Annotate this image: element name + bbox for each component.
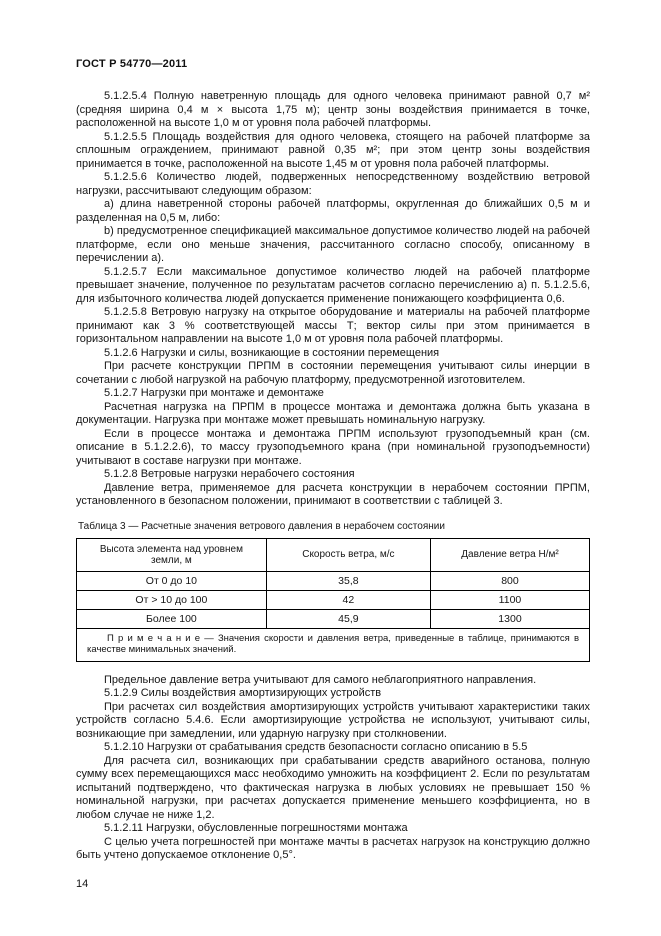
wind-pressure-table bbox=[76, 538, 590, 662]
table-row bbox=[77, 609, 590, 628]
table-cell: Более 100 bbox=[77, 609, 267, 628]
paragraph: 5.1.2.8 Ветровые нагрузки нерабочего состояния bbox=[104, 468, 355, 480]
paragraph: Если в процессе монтажа и демонтажа ПРПМ используют грузоподъемный кран (см. описание в 5.1.2.2.6), то массу грузоподъемного крана (при номинальной грузоподъемности) учитывают в составе нагрузки при монтаже. bbox=[76, 427, 590, 467]
table-row bbox=[77, 590, 590, 609]
table-cell: 45,9 bbox=[266, 609, 430, 628]
table-cell: 800 bbox=[430, 571, 589, 590]
column-header: Давление ветра Н/м² bbox=[430, 538, 589, 571]
paragraph: b) предусмотренное спецификацией максимальное допустимое количество людей на рабочей платформе, если оно меньше значения, рассчитанного согласно способу, описанному в перечислении а). bbox=[76, 225, 590, 264]
paragraph: При расчете конструкции ПРПМ в состоянии перемещения учитывают силы инерции в сочетании с любой нагрузкой на рабочую платформу, предусмотренной изготовителем. bbox=[76, 360, 590, 386]
paragraph: а) длина наветренной стороны рабочей платформы, округленная до ближайших 0,5 м и разделенная на 0,5 м, либо: bbox=[76, 198, 590, 224]
doc-number-header: ГОСТ Р 54770—2011 bbox=[76, 58, 188, 70]
paragraph: 5.1.2.5.4 Полную наветренную площадь для одного человека принимают равной 0,7 м² (средняя ширина 0,4 м × высота 1,75 м); центр зоны воздействия принимается в точке, расположенной на высоте 1,0 м от уровня пола рабочей платформы. bbox=[76, 90, 590, 129]
paragraph: Расчетная нагрузка на ПРПМ в процессе монтажа и демонтажа должна быть указана в документации. Нагрузка при монтаже может превышать номинальную нагрузку. bbox=[76, 400, 590, 426]
table-body bbox=[77, 571, 590, 661]
table-note: П р и м е ч а н и е — Значения скорости и давления ветра, приведенные в таблице, принимаются в качестве минимальных значений. bbox=[77, 628, 590, 661]
paragraph: 5.1.2.5.6 Количество людей, подверженных непосредственному воздействию ветровой нагрузки, рассчитывают следующим образом: bbox=[76, 171, 590, 197]
body-after-table bbox=[76, 674, 590, 863]
table-caption: Таблица 3 — Расчетные значения ветрового давления в нерабочем состоянии bbox=[78, 520, 445, 532]
table-cell: 35,8 bbox=[266, 571, 430, 590]
paragraph: 5.1.2.5.7 Если максимальное допустимое количество людей на рабочей платформе превышает значение, полученное по результатам расчетов согласно перечислению а) п. 5.1.2.5.6, для избыточного количества людей допускается применение понижающего коэффициента 0,6. bbox=[76, 265, 590, 305]
paragraph: С целью учета погрешностей при монтаже мачты в расчетах нагрузок на конструкцию должно быть учтено допускаемое отклонение 0,5°. bbox=[76, 835, 590, 861]
table-header-row bbox=[77, 538, 590, 571]
column-header: Скорость ветра, м/с bbox=[266, 538, 430, 571]
paragraph: Предельное давление ветра учитывают для самого неблагоприятного направления. bbox=[104, 673, 537, 686]
table-note-row bbox=[77, 628, 590, 661]
table-cell: От 0 до 10 bbox=[77, 571, 267, 590]
paragraph: 5.1.2.10 Нагрузки от срабатывания средств безопасности согласно описанию в 5.5 bbox=[104, 741, 528, 753]
table-block bbox=[76, 521, 590, 662]
paragraph: 5.1.2.11 Нагрузки, обусловленные погрешностями монтажа bbox=[104, 822, 408, 834]
table-cell: От > 10 до 100 bbox=[77, 590, 267, 609]
body-before-table bbox=[76, 90, 590, 509]
paragraph: Для расчета сил, возникающих при срабатывании средств аварийного останова, полную сумму всех перемещающихся масс необходимо умножить на коэффициент 2. Если по результатам испытаний подтверждено, что фактическая нагрузка в любых условиях не превышает 150 % номинальной нагрузки, при расчетах допускается применение меньшего коэффициента, но в любом случае не ниже 1,2. bbox=[76, 754, 590, 821]
table-cell: 42 bbox=[266, 590, 430, 609]
paragraph: 5.1.2.5.5 Площадь воздействия для одного человека, стоящего на рабочей платформе за сплошным ограждением, принимают равной 0,35 м²; при этом центр зоны воздействия принимается в точке, расположенной на высоте 1,45 м от уровня пола рабочей платформы. bbox=[76, 130, 590, 170]
paragraph: 5.1.2.9 Силы воздействия амортизирующих устройств bbox=[104, 687, 382, 699]
paragraph: 5.1.2.7 Нагрузки при монтаже и демонтаже bbox=[104, 387, 324, 399]
table-row bbox=[77, 571, 590, 590]
paragraph: Давление ветра, применяемое для расчета конструкции в нерабочем состоянии ПРПМ, установленного в безопасном положении, принимают в соответствии с таблицей 3. bbox=[76, 481, 590, 507]
page-number: 14 bbox=[76, 878, 89, 890]
paragraph: При расчетах сил воздействия амортизирующих устройств учитывают характеристики таких устройств согласно 5.4.6. Если амортизирующие устройства не используют, учитывают силы, возникающие при замедлении, или ударную нагрузку при столкновении. bbox=[76, 700, 590, 740]
table-cell: 1100 bbox=[430, 590, 589, 609]
table-cell: 1300 bbox=[430, 609, 589, 628]
paragraph: 5.1.2.6 Нагрузки и силы, возникающие в состоянии перемещения bbox=[104, 346, 440, 359]
column-header: Высота элемента над уровнем земли, м bbox=[77, 538, 267, 571]
paragraph: 5.1.2.5.8 Ветровую нагрузку на открытое оборудование и материалы на рабочей платформе принимают как 3 % соответствующей массы Т; вектор силы при этом принимается в горизонтальном направлении на высоте 1,0 м от уровня пола рабочей платформы. bbox=[76, 306, 590, 345]
